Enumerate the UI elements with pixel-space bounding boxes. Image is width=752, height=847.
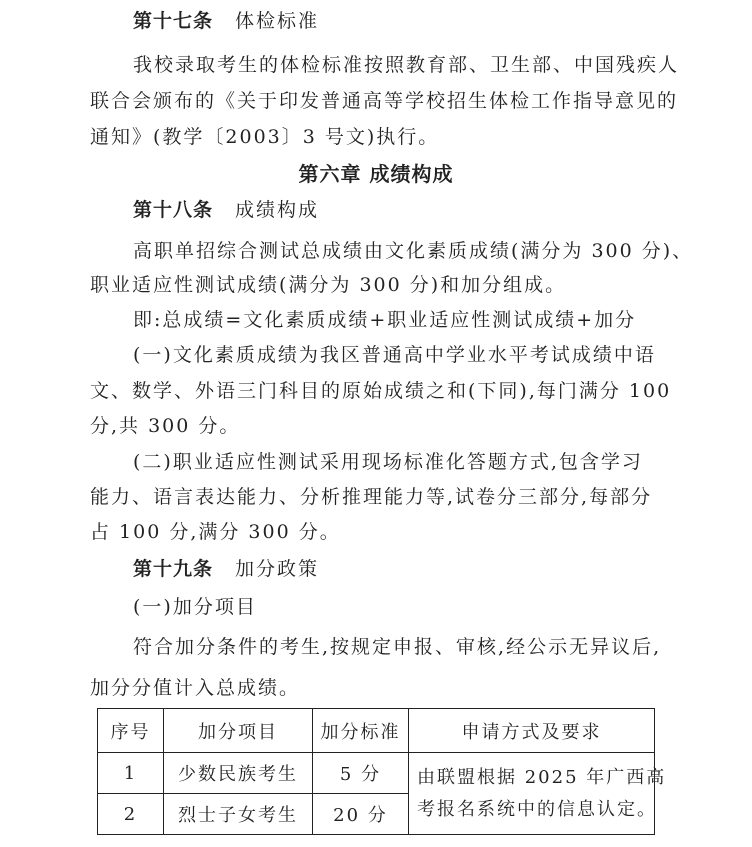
chapter-6-title: 第六章 成绩构成 bbox=[298, 162, 454, 186]
header-bonus-item: 加分项目 bbox=[164, 709, 313, 753]
article-18-text-line-8: 能力、语言表达能力、分析推理能力等,试卷分三部分,每部分 bbox=[90, 486, 653, 508]
article-19-heading bbox=[133, 556, 752, 582]
article-17-title: 体检标准 bbox=[235, 10, 320, 32]
header-application-method: 申请方式及要求 bbox=[409, 709, 655, 753]
article-17-text-line-3: 通知》(教学〔2003〕3 号文)执行。 bbox=[90, 126, 440, 148]
article-17-number: 第十七条 bbox=[133, 10, 214, 32]
article-18-text-line-4: (一)文化素质成绩为我区普通高中学业水平考试成绩中语 bbox=[133, 344, 656, 366]
header-serial-number: 序号 bbox=[98, 709, 164, 753]
cell-application-method bbox=[409, 753, 667, 835]
table-row bbox=[98, 753, 655, 794]
article-18-text-line-5: 文、数学、外语三门科目的原始成绩之和(下同),每门满分 100 bbox=[90, 380, 672, 402]
cell-bonus-standard: 20 分 bbox=[313, 794, 409, 835]
article-19-number: 第十九条 bbox=[133, 558, 214, 580]
cell-bonus-item: 少数民族考生 bbox=[164, 753, 313, 794]
article-19-text-line-2: 加分分值计入总成绩。 bbox=[90, 677, 301, 699]
article-17-text-line-2: 联合会颁布的《关于印发普通高等学校招生体检工作指导意见的 bbox=[90, 90, 679, 112]
article-18-text-line-1: 高职单招综合测试总成绩由文化素质成绩(满分为 300 分)、 bbox=[133, 240, 694, 262]
article-18-number: 第十八条 bbox=[133, 199, 214, 221]
article-19-text-line-1: 符合加分条件的考生,按规定申报、审核,经公示无异议后, bbox=[133, 636, 662, 658]
article-18-text-line-6: 分,共 300 分。 bbox=[90, 415, 241, 437]
article-17-text-line-1: 我校录取考生的体检标准按照教育部、卫生部、中国残疾人 bbox=[133, 54, 680, 76]
article-18-heading bbox=[133, 197, 752, 223]
cell-bonus-item: 烈士子女考生 bbox=[164, 794, 313, 835]
article-19-title: 加分政策 bbox=[235, 558, 320, 580]
article-18-title: 成绩构成 bbox=[235, 199, 320, 221]
application-method-line-1: 由联盟根据 2025 年广西高 bbox=[417, 766, 667, 788]
article-18-formula: 即:总成绩=文化素质成绩+职业适应性测试成绩+加分 bbox=[133, 309, 637, 331]
article-17-heading bbox=[133, 8, 752, 34]
header-bonus-standard: 加分标准 bbox=[313, 709, 409, 753]
cell-serial-number: 2 bbox=[98, 794, 164, 835]
bonus-points-table bbox=[97, 708, 667, 835]
table-header-row bbox=[98, 709, 655, 753]
article-18-text-line-9: 占 100 分,满分 300 分。 bbox=[90, 521, 341, 543]
application-method-line-2: 考报名系统中的信息认定。 bbox=[417, 798, 657, 820]
article-18-text-line-2: 职业适应性测试成绩(满分为 300 分)和加分组成。 bbox=[90, 274, 567, 296]
article-19-subheading: (一)加分项目 bbox=[133, 596, 257, 618]
cell-bonus-standard: 5 分 bbox=[313, 753, 409, 794]
cell-serial-number: 1 bbox=[98, 753, 164, 794]
article-18-text-line-7: (二)职业适应性测试采用现场标准化答题方式,包含学习 bbox=[133, 451, 643, 473]
